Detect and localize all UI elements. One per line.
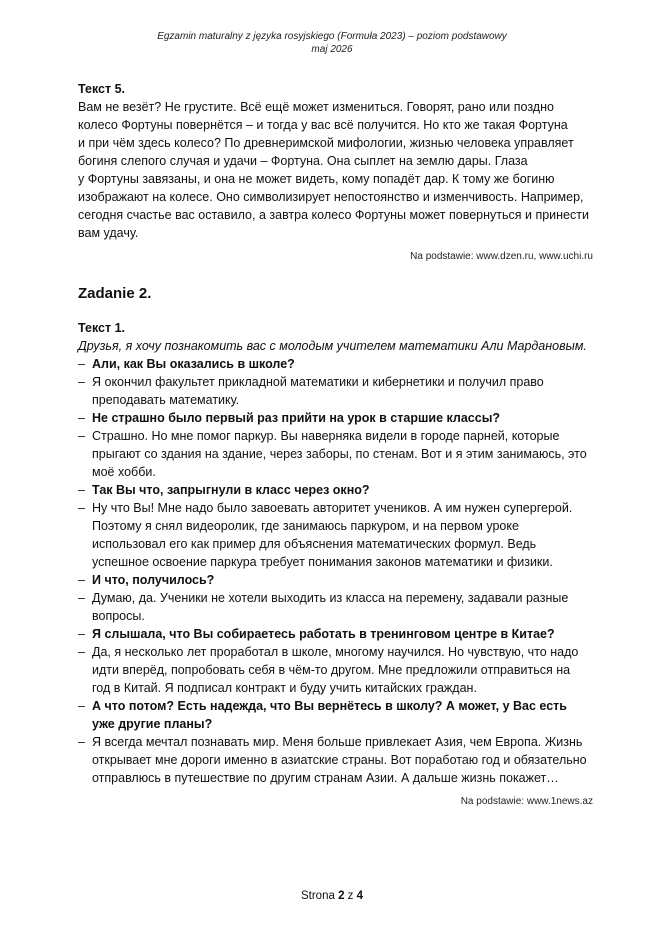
dialogue-line: успешное освоение паркура требует понимания законов математики и физики. <box>92 555 553 569</box>
dash-marker: – <box>78 411 85 425</box>
dialogue-line: идти вперёд, попробовать себя в чём-то другом. Мне предложили отправиться на <box>92 663 571 677</box>
dialogue-line: И что, получилось? <box>92 573 215 587</box>
dash-marker: – <box>78 375 85 389</box>
text5-source: Na podstawie: www.dzen.ru, www.uchi.ru <box>410 251 593 262</box>
dialogue-line: Думаю, да. Ученики не хотели выходить из класса на перемену, задавали разные <box>92 591 569 605</box>
dash-marker: – <box>78 591 85 605</box>
header-date: maj 2026 <box>311 44 353 55</box>
dialogue-line: открывает мне дороги именно в азиатские страны. Вот поработаю год и обязательно <box>92 753 587 767</box>
dialogue-line: Так Вы что, запрыгнули в класс через окно? <box>92 483 370 497</box>
dialogue-question <box>78 355 593 373</box>
dash-marker: – <box>78 483 85 497</box>
dialogue-line: преподавать математику. <box>92 393 240 407</box>
dialogue-text <box>92 409 500 427</box>
text5-line: изображают на колесе. Оно символизирует непостоянство и изменчивость. Например, <box>78 190 584 204</box>
dash-marker: – <box>78 357 85 371</box>
text5-line: вам удачу. <box>78 226 139 240</box>
dialogue-text <box>92 481 370 499</box>
page-header <box>0 30 664 56</box>
footer-prefix: Strona <box>300 890 339 902</box>
dialogue-answer <box>78 373 593 409</box>
dialogue-text <box>92 625 555 643</box>
footer-total-pages: 4 <box>356 890 364 902</box>
dialogue-text <box>92 643 578 697</box>
dialogue-line: Да, я несколько лет проработал в школе, многому научился. Но чувствую, что надо <box>92 645 579 659</box>
dialogue-text <box>92 499 572 571</box>
dialogue-text <box>92 733 587 787</box>
text1-intro: Друзья, я хочу познакомить вас с молодым учителем математики Али Мардановым. <box>78 339 587 353</box>
dialogue-text <box>92 571 214 589</box>
dialogue-text <box>92 589 568 625</box>
dialogue-text <box>92 373 544 409</box>
dialogue-line: Страшно. Но мне помог паркур. Вы наверняка видели в городе парней, которые <box>92 429 560 443</box>
dialogue-line: отправлюсь в путешествие по другим странам Азии. А дальше жизнь покажет… <box>92 771 559 785</box>
text5-line: и при чём здесь колесо? По древнеримской мифологии, жизнью человека управляет <box>78 136 574 150</box>
dialogue-answer <box>78 589 593 625</box>
text5-line: сегодня счастье вас оставило, а завтра колесо Фортуны может повернуться и принести <box>78 208 589 222</box>
text5-line: у Фортуны завязаны, и она не может видеть, кому попадёт дар. К тому же богиню <box>78 172 555 186</box>
dash-marker: – <box>78 735 85 749</box>
dialogue-question <box>78 409 593 427</box>
dash-marker: – <box>78 501 85 515</box>
dialogue-line: уже другие планы? <box>92 717 213 731</box>
dialogue-text <box>92 355 295 373</box>
dialogue-line: прыгают со здания на здание, через заборы, по стенам. Вот и я этим занимаюсь, это <box>92 447 587 461</box>
dialogue-answer <box>78 643 593 697</box>
dialogue-question <box>78 625 593 643</box>
text1-source: Na podstawie: www.1news.az <box>460 796 593 807</box>
dialogue-line: Не страшно было первый раз прийти на урок в старшие классы? <box>92 411 501 425</box>
text1-title: Текст 1. <box>78 321 126 335</box>
dialogue-line: Поэтому я снял видеоролик, где занимаюсь паркуром, и на первом уроке <box>92 519 519 533</box>
dash-marker: – <box>78 627 85 641</box>
dialogue <box>78 355 593 787</box>
dialogue-line: Я слышала, что Вы собираетесь работать в тренинговом центре в Китае? <box>92 627 555 641</box>
text5-line: колесо Фортуны повернётся – и тогда у вас всё получится. Но кто же такая Фортуна <box>78 118 568 132</box>
dialogue-answer <box>78 733 593 787</box>
dash-marker: – <box>78 645 85 659</box>
text5-body <box>78 98 593 242</box>
dialogue-line: год в Китай. Я подписал контракт и буду учить китайских граждан. <box>92 681 477 695</box>
dialogue-question <box>78 697 593 733</box>
dash-marker: – <box>78 699 85 713</box>
text5-line: Вам не везёт? Не грустите. Всё ещё может измениться. Говорят, рано или поздно <box>78 100 554 114</box>
footer-middle: z <box>344 890 357 902</box>
dialogue-line: А что потом? Есть надежда, что Вы вернётесь в школу? А может, у Вас есть <box>92 699 567 713</box>
dash-marker: – <box>78 429 85 443</box>
dialogue-question <box>78 571 593 589</box>
dialogue-line: Ну что Вы! Мне надо было завоевать авторитет учеников. А им нужен супергерой. <box>92 501 573 515</box>
text5-line: богиня слепого случая и удачи – Фортуна. Она сыплет на землю дары. Глаза <box>78 154 528 168</box>
task2-title: Zadanie 2. <box>78 285 152 302</box>
footer-page-number: 2 <box>338 890 345 902</box>
page-content <box>78 80 593 809</box>
dialogue-answer <box>78 499 593 571</box>
dialogue-line: вопросы. <box>92 609 145 623</box>
dialogue-line: Али, как Вы оказались в школе? <box>92 357 295 371</box>
header-exam-title: Egzamin maturalny z języka rosyjskiego (Formuła 2023) – poziom podstawowy <box>157 31 507 42</box>
dialogue-question <box>78 481 593 499</box>
dialogue-text <box>92 697 567 733</box>
dialogue-line: Я всегда мечтал познавать мир. Меня больше привлекает Азия, чем Европа. Жизнь <box>92 735 583 749</box>
dash-marker: – <box>78 573 85 587</box>
dialogue-line: использовал его как пример для объяснения математических формул. Ведь <box>92 537 537 551</box>
dialogue-text <box>92 427 587 481</box>
text5-title: Текст 5. <box>78 82 126 96</box>
page-footer <box>0 890 664 902</box>
dialogue-answer <box>78 427 593 481</box>
dialogue-line: моё хобби. <box>92 465 156 479</box>
dialogue-line: Я окончил факультет прикладной математики и кибернетики и получил право <box>92 375 544 389</box>
